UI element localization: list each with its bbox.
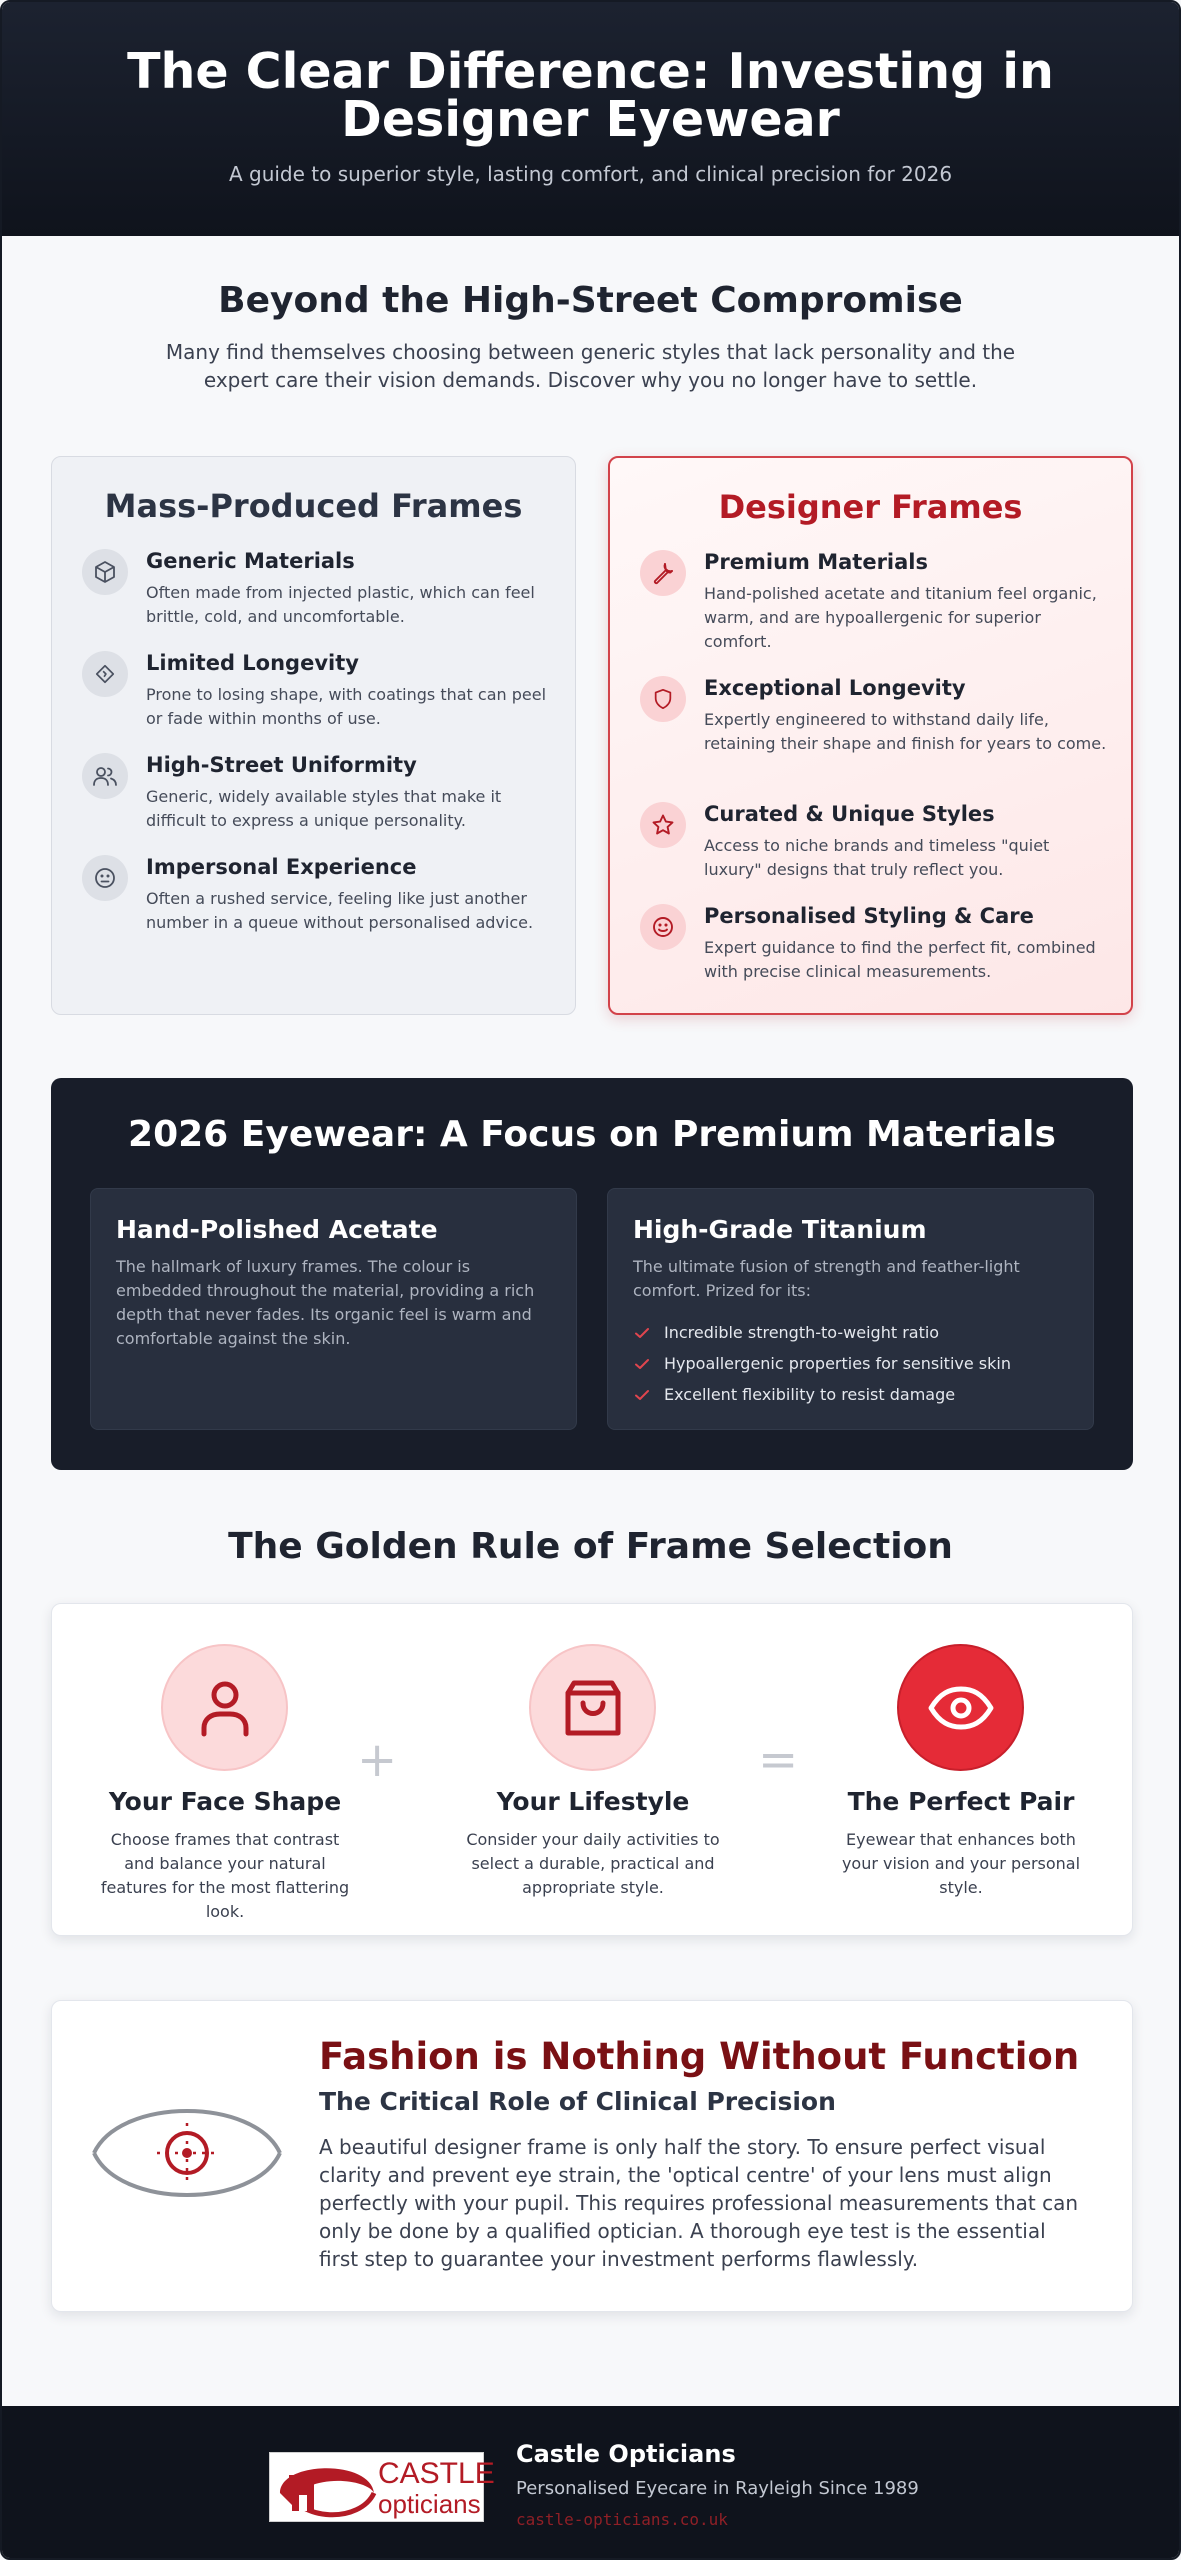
logo-text-opticians: opticians [378,2489,481,2519]
step-text: Eyewear that enhances both your vision and your personal style. [841,1830,1081,1897]
designer-feature-text: Expertly engineered to withstand daily life, retaining their shape and finish for years to come. [704,710,1107,753]
optical-centre-icon [90,2103,284,2207]
list-item [633,1379,1011,1410]
logo-text-castle: CASTLE [378,2457,495,2490]
equals-sign: = [758,1732,799,1788]
titanium-points [633,1317,1011,1410]
mass-feature-text: Generic, widely available styles that make it difficult to express a unique personality. [146,787,502,830]
wrench-icon [640,550,686,596]
titanium-point-text: Excellent flexibility to resist damage [664,1385,956,1404]
smile-icon [640,904,686,950]
function-text: A beautiful designer frame is only half the story. To ensure perfect visual clarity and prevent eye strain, the 'optical centre' of your lens must align perfectly with your pupil. This requires professional measurements that can only be done by a qualified optician. A thorough eye test is the essential first step to guarantee your investment performs flawlessly. [319,2135,1079,2271]
footer [2,2406,1179,2560]
mass-feature-title: Impersonal Experience [146,855,417,879]
acetate-text: The hallmark of luxury frames. The colour is embedded throughout the material, providing a rich depth that never fades. Its organic feel is warm and comfortable against the skin. [116,1257,535,1348]
designer-feature-title: Personalised Styling & Care [704,904,1034,928]
designer-frames-card [608,456,1133,1015]
materials-section [51,1078,1133,1470]
plus-sign: + [357,1732,398,1788]
eye-icon [897,1644,1024,1771]
acetate-title: Hand-Polished Acetate [116,1215,438,1244]
mass-feature-title: Limited Longevity [146,651,359,675]
mass-feature-text: Often made from injected plastic, which can feel brittle, cold, and uncomfortable. [146,583,535,626]
designer-frames-title: Designer Frames [718,488,1023,526]
person-icon [161,1644,288,1771]
designer-feature-text: Hand-polished acetate and titanium feel organic, warm, and are hypoallergenic for superior comfort. [704,584,1097,651]
mass-feature-title: High-Street Uniformity [146,753,417,777]
function-title: Fashion is Nothing Without Function [319,2035,1080,2078]
company-name: Castle Opticians [516,2440,736,2468]
designer-feature-text: Access to niche brands and timeless "quiet luxury" designs that truly reflect you. [704,836,1050,879]
cube-icon [82,549,128,595]
intro-title: Beyond the High-Street Compromise [218,280,963,321]
step-title: Your Face Shape [108,1787,342,1816]
function-card [51,2000,1133,2312]
mass-feature-title: Generic Materials [146,549,355,573]
mass-feature-text: Often a rushed service, feeling like just another number in a queue without personalised advice. [146,889,534,932]
step-title: Your Lifestyle [496,1787,690,1816]
titanium-point-text: Incredible strength-to-weight ratio [664,1323,940,1342]
acetate-panel [90,1188,577,1430]
shopping-bag-icon [529,1644,656,1771]
golden-rule-card [51,1603,1133,1936]
designer-feature-title: Exceptional Longevity [704,676,966,700]
page-subtitle: A guide to superior style, lasting comfort, and clinical precision for 2026 [228,162,953,186]
neutral-face-icon [82,855,128,901]
golden-rule-title: The Golden Rule of Frame Selection [228,1526,953,1567]
step-text: Choose frames that contrast and balance your natural features for the most flattering look. [100,1830,350,1921]
intro-text: Many find themselves choosing between generic styles that lack personality and the expert care their vision demands. Discover why you no longer have to settle. [165,340,1016,392]
company-tagline: Personalised Eyecare in Rayleigh Since 1989 [516,2478,919,2499]
hero-header [2,2,1179,236]
titanium-text: The ultimate fusion of strength and feather-light comfort. Prized for its: [633,1257,1020,1300]
designer-feature-title: Premium Materials [704,550,928,574]
broken-diamond-icon [82,651,128,697]
step-text: Consider your daily activities to select a durable, practical and appropriate style. [466,1830,720,1897]
check-icon [633,1324,651,1342]
function-subtitle: The Critical Role of Clinical Precision [319,2087,836,2116]
check-icon [633,1386,651,1404]
users-icon [82,753,128,799]
mass-feature-text: Prone to losing shape, with coatings that can peel or fade within months of use. [146,685,547,728]
mass-produced-title: Mass-Produced Frames [104,487,523,525]
list-item [633,1348,1011,1379]
page-title: The Clear Difference: Investing in Designer Eyewear [127,43,1054,148]
shield-icon [640,676,686,722]
website-link[interactable]: castle-opticians.co.uk [516,2510,728,2529]
designer-feature-text: Expert guidance to find the perfect fit, combined with precise clinical measurements. [704,938,1096,981]
step-title: The Perfect Pair [847,1787,1075,1816]
mass-produced-card [51,456,576,1015]
titanium-title: High-Grade Titanium [633,1215,927,1244]
titanium-point-text: Hypoallergenic properties for sensitive skin [664,1354,1011,1373]
check-icon [633,1355,651,1373]
materials-title: 2026 Eyewear: A Focus on Premium Materials [128,1114,1056,1155]
titanium-panel [607,1188,1094,1430]
list-item [633,1317,1011,1348]
designer-feature-title: Curated & Unique Styles [704,802,995,826]
star-icon [640,802,686,848]
castle-opticians-logo [269,2452,495,2522]
